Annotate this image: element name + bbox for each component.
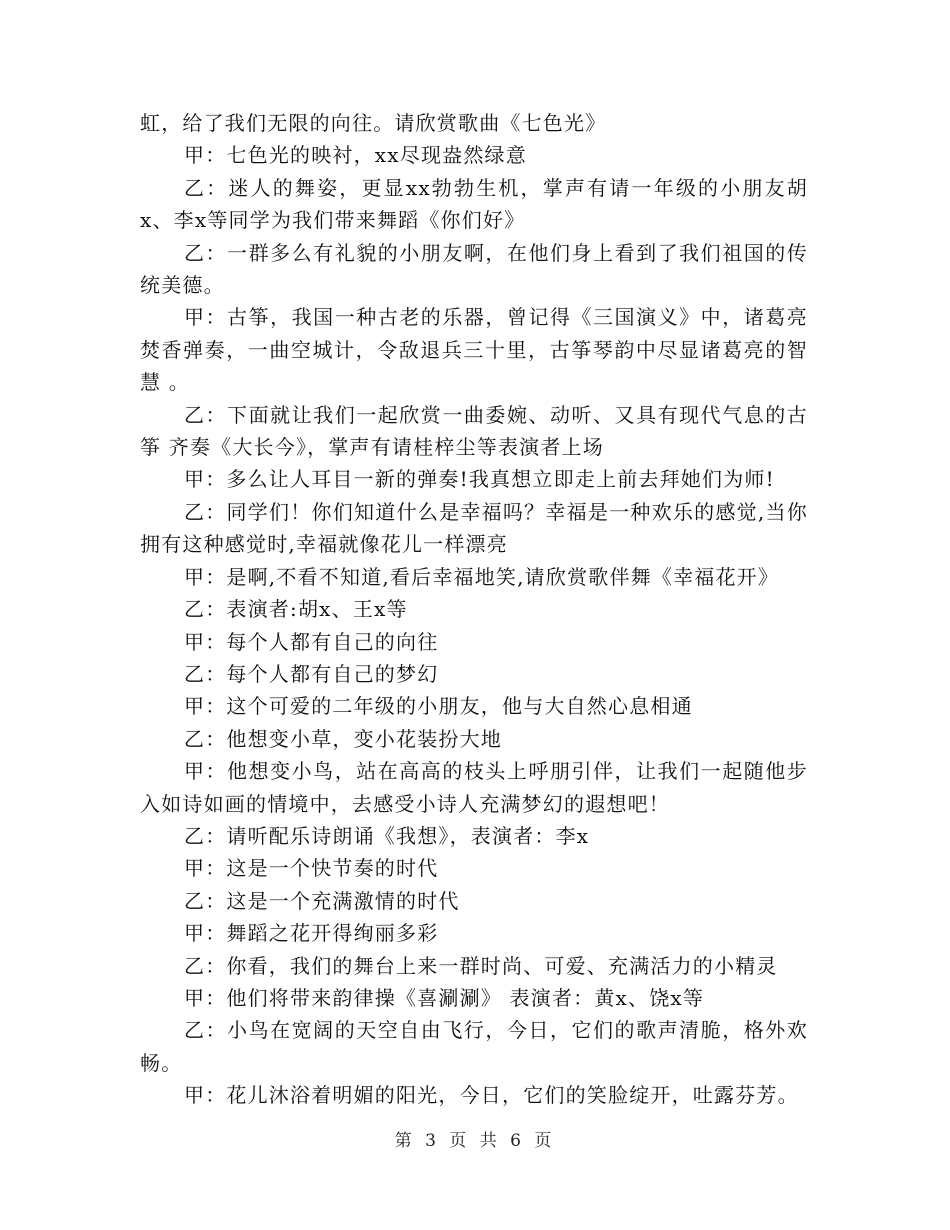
paragraph-13: 甲：这个可爱的二年级的小朋友，他与大自然心息相通 <box>184 694 693 719</box>
document-body <box>140 107 808 1112</box>
paragraph-17: 甲：这是一个快节奏的时代 <box>184 856 439 881</box>
paragraph-11: 甲：每个人都有自己的向往 <box>184 629 439 654</box>
paragraph-2: 甲：七色光的映衬，xx尽现盎然绿意 <box>184 143 527 168</box>
paragraph-3: 乙：迷人的舞姿，更显xx勃勃生机，掌声有请一年级的小朋友胡x、李x等同学为我们带来舞蹈《你们好》 <box>140 175 808 233</box>
paragraph-22: 乙：小鸟在宽阔的天空自由飞行，今日，它们的歌声清脆，格外欢畅。 <box>140 1018 808 1075</box>
paragraph-4: 乙：一群多么有礼貌的小朋友啊，在他们身上看到了我们祖国的传统美德。 <box>140 240 808 298</box>
paragraph-1: 虹，给了我们无限的向往。请欣赏歌曲《七色光》 <box>140 111 607 135</box>
paragraph-15: 甲：他想变小鸟，站在高高的枝头上呼朋引伴，让我们一起随他步入如诗如画的情境中，去感受小诗人充满梦幻的遐想吧！ <box>140 759 808 816</box>
paragraph-7: 甲：多么让人耳目一新的弹奏!我真想立即走上前去拜她们为师! <box>184 467 775 492</box>
paragraph-16: 乙：请听配乐诗朗诵《我想》，表演者：李x <box>184 823 590 848</box>
paragraph-19: 甲：舞蹈之花开得绚丽多彩 <box>184 921 439 946</box>
paragraph-8: 乙：同学们！你们知道什么是幸福吗？幸福是一种欢乐的感觉,当你拥有这种感觉时,幸福就像花儿一样漂亮 <box>140 499 808 557</box>
paragraph-18: 乙：这是一个充满激情的时代 <box>184 888 460 913</box>
paragraph-21: 甲：他们将带来韵律操《喜涮涮》 表演者：黄x、饶x等 <box>184 985 705 1010</box>
paragraph-10: 乙：表演者:胡x、王x等 <box>184 597 408 622</box>
paragraph-20: 乙：你看，我们的舞台上来一群时尚、可爱、充满活力的小精灵 <box>184 953 778 978</box>
page-footer: 第 3 页 共 6 页 <box>394 1131 556 1151</box>
paragraph-12: 乙：每个人都有自己的梦幻 <box>184 661 439 686</box>
paragraph-14: 乙：他想变小草，变小花装扮大地 <box>184 726 502 751</box>
paragraph-6: 乙：下面就让我们一起欣赏一曲委婉、动听、又具有现代气息的古筝 齐奏《大长今》，掌声有请桂梓尘等表演者上场 <box>140 402 808 460</box>
paragraph-23: 甲：花儿沐浴着明媚的阳光，今日，它们的笑脸绽开，吐露芬芳。 <box>184 1083 799 1108</box>
paragraph-9: 甲：是啊,不看不知道,看后幸福地笑,请欣赏歌伴舞《幸福花开》 <box>184 564 780 589</box>
paragraph-5: 甲：古筝，我国一种古老的乐器，曾记得《三国演义》中，诸葛亮焚香弹奏，一曲空城计，令敌退兵三十里，古筝琴韵中尽显诸葛亮的智慧 。 <box>140 305 808 395</box>
